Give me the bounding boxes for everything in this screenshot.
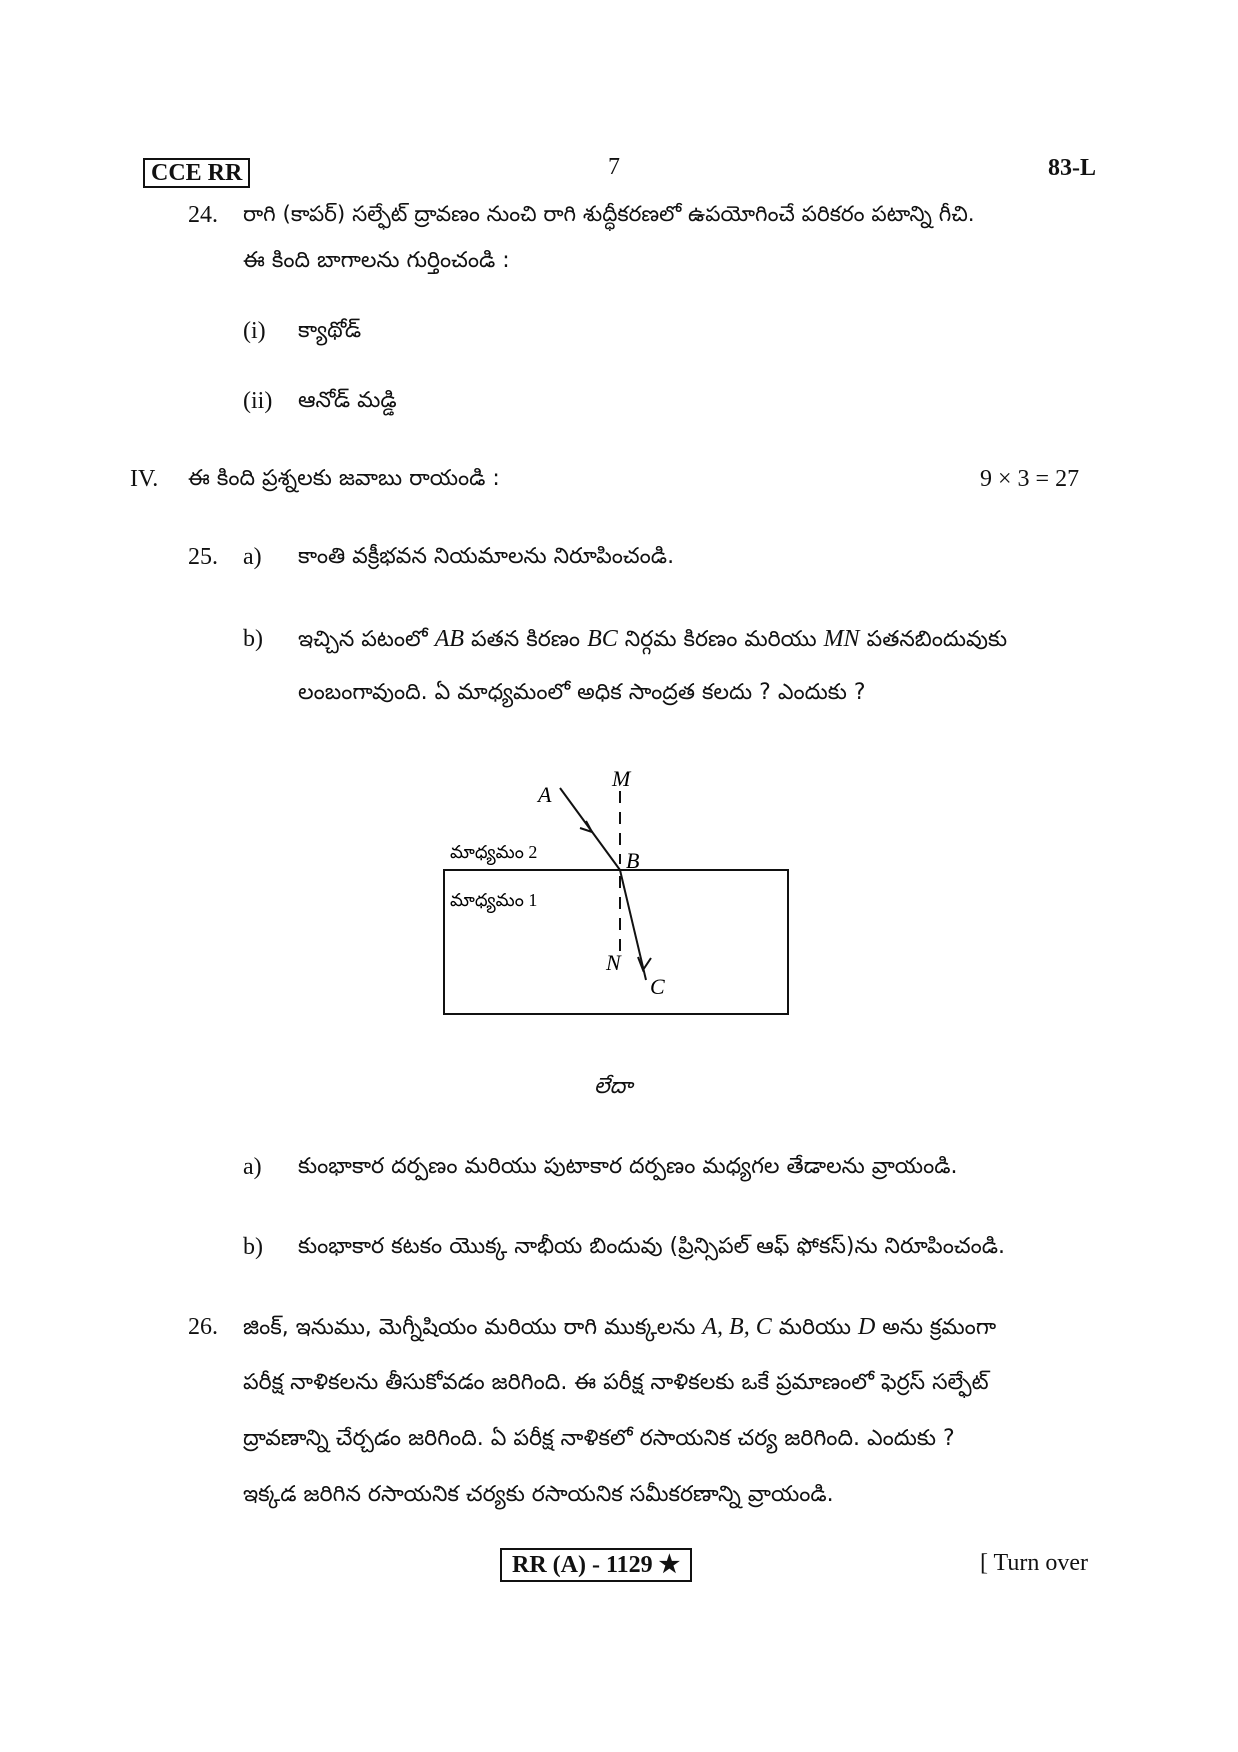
refracted-arrow xyxy=(638,957,651,970)
ray-bc: BC xyxy=(587,626,618,652)
line-mn: MN xyxy=(823,626,860,652)
q25-b-text-1: ఇచ్చిన పటంలో xyxy=(298,627,435,652)
q25-b-text-2: పతన కిరణం xyxy=(464,627,588,652)
q26-line2: పరీక్ష నాళికలను తీసుకోవడం జరిగింది. ఈ పరీక్ష నాళికలకు ఒకే ప్రమాణంలో ఫెర్రస్ సల్ఫేట్ xyxy=(243,1370,989,1395)
section-roman: IV. xyxy=(130,466,159,492)
section-marks: 9 × 3 = 27 xyxy=(980,466,1080,492)
label-medium-2: మాధ్యమం 2 xyxy=(450,842,538,862)
page-number: 7 xyxy=(608,154,620,180)
q25-alt-a-text: కుంభాకార దర్పణం మరియు పుటాకార దర్పణం మధ్యగల తేడాలను వ్రాయండి. xyxy=(298,1154,958,1179)
label-b: B xyxy=(626,848,640,873)
paper-code: 83-L xyxy=(1048,155,1096,181)
q24-number: 24. xyxy=(188,202,218,228)
q24-line2: ఈ కింది బాగాలను గుర్తించండి : xyxy=(243,248,510,273)
turn-over: [ Turn over xyxy=(980,1550,1089,1576)
section-instruction: ఈ కింది ప్రశ్నలకు జవాబు రాయండి : xyxy=(188,466,500,491)
q26-line3: ద్రావణాన్ని చేర్చడం జరిగింది. ఏ పరీక్ష నాళికలో రసాయనిక చర్య జరిగింది. ఎందుకు ? xyxy=(243,1426,955,1451)
label-m: M xyxy=(612,766,631,791)
refracted-ray xyxy=(620,870,646,980)
q25-b-line2: లంబంగావుంది. ఏ మాధ్యమంలో అధిక సాంద్రత కలదు ? ఎందుకు ? xyxy=(298,680,866,705)
q25-alt-b-text: కుంభాకార కటకం యొక్క నాభీయ బిందువు (ప్రిన్సిపల్ ఆఫ్ ఫోకస్)ను నిరూపించండి. xyxy=(298,1234,1005,1259)
label-medium-1: మాధ్యమం 1 xyxy=(450,890,538,910)
or-text: లేదా xyxy=(594,1074,633,1099)
q24-part-ii-text: ఆనోడ్ మడ్డి xyxy=(298,388,397,413)
q24-line1: రాగి (కాపర్) సల్ఫేట్ ద్రావణం నుంచి రాగి శుద్ధీకరణలో ఉపయోగించే పరికరం పటాన్ని గీచి. xyxy=(243,202,975,227)
q26-line1 xyxy=(243,1314,996,1345)
q25-alt-a-label: a) xyxy=(243,1154,262,1180)
q24-part-i-label: (i) xyxy=(243,318,266,344)
q25-a-label: a) xyxy=(243,544,262,570)
q26-text-2: మరియు xyxy=(771,1315,858,1340)
q26-number: 26. xyxy=(188,1314,218,1340)
label-n: N xyxy=(606,950,621,975)
ray-ab: AB xyxy=(434,626,465,652)
q26-line4: ఇక్కడ జరిగిన రసాయనిక చర్యకు రసాయనిక సమీకరణాన్ని వ్రాయండి. xyxy=(243,1482,834,1507)
label-c: C xyxy=(650,974,665,999)
q26-text-1: జింక్, ఇనుము, మెగ్నీషియం మరియు రాగి ముక్కలను xyxy=(243,1315,703,1340)
q26-letters: A, B, C xyxy=(702,1314,772,1340)
label-a: A xyxy=(538,782,552,807)
q25-alt-b-label: b) xyxy=(243,1234,263,1260)
q25-b-line1 xyxy=(298,626,1007,657)
q25-number: 25. xyxy=(188,544,218,570)
incident-arrow xyxy=(580,821,592,832)
q24-part-i-text: క్యాథోడ్ xyxy=(298,318,362,343)
q25-b-text-4: పతనబిందువుకు xyxy=(859,627,1008,652)
q26-text-3: అను క్రమంగా xyxy=(875,1315,997,1340)
refraction-figure xyxy=(430,758,800,1028)
footer-code-box: RR (A) - 1129 ★ xyxy=(500,1548,692,1582)
header-code-box: CCE RR xyxy=(143,158,250,188)
q26-letter-d: D xyxy=(857,1314,876,1340)
q25-b-text-3: నిర్గమ కిరణం మరియు xyxy=(617,627,824,652)
q25-a-text: కాంతి వక్రీభవన నియమాలను నిరూపించండి. xyxy=(298,544,675,569)
q25-b-label: b) xyxy=(243,626,263,652)
q24-part-ii-label: (ii) xyxy=(243,388,273,414)
